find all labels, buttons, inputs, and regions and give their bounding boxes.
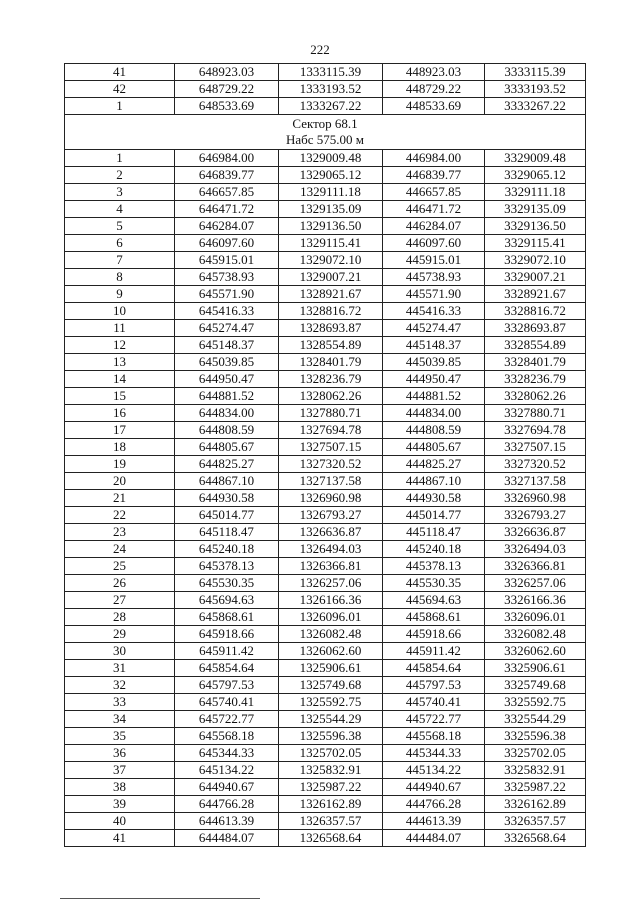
x2-coordinate-cell: 444825.27: [383, 456, 485, 473]
table-row: [65, 796, 586, 813]
point-number-cell: 8: [65, 269, 175, 286]
y-coordinate-cell: 1327137.58: [279, 473, 383, 490]
y2-coordinate-cell: 3325702.05: [485, 745, 586, 762]
table-row: [65, 439, 586, 456]
table-row: [65, 201, 586, 218]
table-row: [65, 354, 586, 371]
point-number-cell: 19: [65, 456, 175, 473]
point-number-cell: 20: [65, 473, 175, 490]
y2-coordinate-cell: 3329135.09: [485, 201, 586, 218]
y2-coordinate-cell: 3326166.36: [485, 592, 586, 609]
table-row: [65, 422, 586, 439]
point-number-cell: 32: [65, 677, 175, 694]
y-coordinate-cell: 1325832.91: [279, 762, 383, 779]
y2-coordinate-cell: 3326793.27: [485, 507, 586, 524]
y-coordinate-cell: 1326366.81: [279, 558, 383, 575]
table-row: [65, 150, 586, 167]
x2-coordinate-cell: 445416.33: [383, 303, 485, 320]
x-coordinate-cell: 645918.66: [175, 626, 279, 643]
x2-coordinate-cell: 445118.47: [383, 524, 485, 541]
point-number-cell: 40: [65, 813, 175, 830]
y2-coordinate-cell: 3325544.29: [485, 711, 586, 728]
x2-coordinate-cell: 446839.77: [383, 167, 485, 184]
x2-coordinate-cell: 444766.28: [383, 796, 485, 813]
y2-coordinate-cell: 3329136.50: [485, 218, 586, 235]
table-row: [65, 456, 586, 473]
x-coordinate-cell: 644930.58: [175, 490, 279, 507]
y2-coordinate-cell: 3327137.58: [485, 473, 586, 490]
x-coordinate-cell: 645854.64: [175, 660, 279, 677]
y-coordinate-cell: 1325596.38: [279, 728, 383, 745]
x-coordinate-cell: 644613.39: [175, 813, 279, 830]
x-coordinate-cell: 644881.52: [175, 388, 279, 405]
x2-coordinate-cell: 445694.63: [383, 592, 485, 609]
y-coordinate-cell: 1326257.06: [279, 575, 383, 592]
point-number-cell: 17: [65, 422, 175, 439]
y2-coordinate-cell: 3329007.21: [485, 269, 586, 286]
point-number-cell: 15: [65, 388, 175, 405]
table-row: [65, 235, 586, 252]
x-coordinate-cell: 645694.63: [175, 592, 279, 609]
page-number: 222: [310, 42, 330, 57]
y-coordinate-cell: 1325749.68: [279, 677, 383, 694]
x-coordinate-cell: 644834.00: [175, 405, 279, 422]
table-row: [65, 813, 586, 830]
x2-coordinate-cell: 445868.61: [383, 609, 485, 626]
y-coordinate-cell: 1326096.01: [279, 609, 383, 626]
point-number-cell: 22: [65, 507, 175, 524]
coordinates-table: [64, 63, 586, 847]
y-coordinate-cell: 1326793.27: [279, 507, 383, 524]
sector-header-cell: [65, 115, 586, 150]
x2-coordinate-cell: 446284.07: [383, 218, 485, 235]
x2-coordinate-cell: 445915.01: [383, 252, 485, 269]
point-number-cell: 18: [65, 439, 175, 456]
point-number-cell: 36: [65, 745, 175, 762]
table-row: [65, 677, 586, 694]
point-number-cell: 39: [65, 796, 175, 813]
y-coordinate-cell: 1329111.18: [279, 184, 383, 201]
x2-coordinate-cell: 445240.18: [383, 541, 485, 558]
table-row: [65, 830, 586, 847]
table-row: [65, 303, 586, 320]
y-coordinate-cell: 1326357.57: [279, 813, 383, 830]
x2-coordinate-cell: 445530.35: [383, 575, 485, 592]
y2-coordinate-cell: 3326082.48: [485, 626, 586, 643]
x-coordinate-cell: 646471.72: [175, 201, 279, 218]
point-number-cell: 26: [65, 575, 175, 592]
x2-coordinate-cell: 445797.53: [383, 677, 485, 694]
y2-coordinate-cell: 3329115.41: [485, 235, 586, 252]
y2-coordinate-cell: 3326257.06: [485, 575, 586, 592]
point-number-cell: 2: [65, 167, 175, 184]
table-row: [65, 371, 586, 388]
y-coordinate-cell: 1328554.89: [279, 337, 383, 354]
y2-coordinate-cell: 3328816.72: [485, 303, 586, 320]
x-coordinate-cell: 645722.77: [175, 711, 279, 728]
table-row: [65, 779, 586, 796]
y-coordinate-cell: 1328236.79: [279, 371, 383, 388]
point-number-cell: 21: [65, 490, 175, 507]
y2-coordinate-cell: 3328062.26: [485, 388, 586, 405]
sector-title: Сектор 68.1: [292, 116, 358, 131]
x2-coordinate-cell: 444805.67: [383, 439, 485, 456]
x2-coordinate-cell: 444940.67: [383, 779, 485, 796]
y2-coordinate-cell: 3326366.81: [485, 558, 586, 575]
sector-header-row: [65, 115, 586, 150]
point-number-cell: 16: [65, 405, 175, 422]
point-number-cell: 1: [65, 150, 175, 167]
x-coordinate-cell: 645915.01: [175, 252, 279, 269]
y2-coordinate-cell: 3329072.10: [485, 252, 586, 269]
x-coordinate-cell: 645134.22: [175, 762, 279, 779]
y2-coordinate-cell: 3328693.87: [485, 320, 586, 337]
x-coordinate-cell: 645240.18: [175, 541, 279, 558]
y-coordinate-cell: 1333193.52: [279, 81, 383, 98]
x2-coordinate-cell: 445918.66: [383, 626, 485, 643]
y-coordinate-cell: 1326082.48: [279, 626, 383, 643]
x-coordinate-cell: 644808.59: [175, 422, 279, 439]
y-coordinate-cell: 1325702.05: [279, 745, 383, 762]
y-coordinate-cell: 1325544.29: [279, 711, 383, 728]
y-coordinate-cell: 1327880.71: [279, 405, 383, 422]
x-coordinate-cell: 645378.13: [175, 558, 279, 575]
y2-coordinate-cell: 3328236.79: [485, 371, 586, 388]
table-row: [65, 64, 586, 81]
y2-coordinate-cell: 3327507.15: [485, 439, 586, 456]
table-row: [65, 473, 586, 490]
x2-coordinate-cell: 444930.58: [383, 490, 485, 507]
y2-coordinate-cell: 3333115.39: [485, 64, 586, 81]
y2-coordinate-cell: 3326960.98: [485, 490, 586, 507]
y-coordinate-cell: 1325906.61: [279, 660, 383, 677]
y-coordinate-cell: 1329136.50: [279, 218, 383, 235]
table-row: [65, 711, 586, 728]
table-row: [65, 507, 586, 524]
y2-coordinate-cell: 3328401.79: [485, 354, 586, 371]
y-coordinate-cell: 1326960.98: [279, 490, 383, 507]
y-coordinate-cell: 1329065.12: [279, 167, 383, 184]
y2-coordinate-cell: 3326636.87: [485, 524, 586, 541]
x2-coordinate-cell: 446984.00: [383, 150, 485, 167]
x2-coordinate-cell: 444881.52: [383, 388, 485, 405]
point-number-cell: 28: [65, 609, 175, 626]
table-body-after-sector: [65, 150, 586, 847]
x2-coordinate-cell: 445854.64: [383, 660, 485, 677]
x-coordinate-cell: 648923.03: [175, 64, 279, 81]
table-row: [65, 745, 586, 762]
y2-coordinate-cell: 3326162.89: [485, 796, 586, 813]
x2-coordinate-cell: 444613.39: [383, 813, 485, 830]
x-coordinate-cell: 645797.53: [175, 677, 279, 694]
y-coordinate-cell: 1329115.41: [279, 235, 383, 252]
table-row: [65, 643, 586, 660]
x2-coordinate-cell: 445344.33: [383, 745, 485, 762]
sector-header-group: [65, 115, 586, 150]
x-coordinate-cell: 645740.41: [175, 694, 279, 711]
y-coordinate-cell: 1328062.26: [279, 388, 383, 405]
point-number-cell: 6: [65, 235, 175, 252]
table-row: [65, 592, 586, 609]
x-coordinate-cell: 645868.61: [175, 609, 279, 626]
point-number-cell: 7: [65, 252, 175, 269]
x-coordinate-cell: 645148.37: [175, 337, 279, 354]
y2-coordinate-cell: 3327320.52: [485, 456, 586, 473]
x2-coordinate-cell: 445722.77: [383, 711, 485, 728]
table-row: [65, 524, 586, 541]
table-row: [65, 320, 586, 337]
x-coordinate-cell: 645738.93: [175, 269, 279, 286]
table-row: [65, 388, 586, 405]
x-coordinate-cell: 644766.28: [175, 796, 279, 813]
point-number-cell: 10: [65, 303, 175, 320]
table-body-before-sector: [65, 64, 586, 115]
table-row: [65, 626, 586, 643]
x2-coordinate-cell: 444484.07: [383, 830, 485, 847]
point-number-cell: 4: [65, 201, 175, 218]
table-row: [65, 558, 586, 575]
x-coordinate-cell: 646984.00: [175, 150, 279, 167]
x2-coordinate-cell: 445738.93: [383, 269, 485, 286]
footer-divider: [60, 898, 260, 899]
point-number-cell: 30: [65, 643, 175, 660]
point-number-cell: 5: [65, 218, 175, 235]
y-coordinate-cell: 1327320.52: [279, 456, 383, 473]
x-coordinate-cell: 644805.67: [175, 439, 279, 456]
y2-coordinate-cell: 3326568.64: [485, 830, 586, 847]
y-coordinate-cell: 1326062.60: [279, 643, 383, 660]
table-row: [65, 575, 586, 592]
x2-coordinate-cell: 445911.42: [383, 643, 485, 660]
sector-subtitle: Набс 575.00 м: [285, 132, 365, 147]
x-coordinate-cell: 645118.47: [175, 524, 279, 541]
y-coordinate-cell: 1325592.75: [279, 694, 383, 711]
x-coordinate-cell: 644950.47: [175, 371, 279, 388]
x-coordinate-cell: 645571.90: [175, 286, 279, 303]
y-coordinate-cell: 1329072.10: [279, 252, 383, 269]
point-number-cell: 33: [65, 694, 175, 711]
y2-coordinate-cell: 3325749.68: [485, 677, 586, 694]
y2-coordinate-cell: 3329111.18: [485, 184, 586, 201]
point-number-cell: 41: [65, 64, 175, 81]
y-coordinate-cell: 1326166.36: [279, 592, 383, 609]
y2-coordinate-cell: 3326494.03: [485, 541, 586, 558]
x2-coordinate-cell: 448729.22: [383, 81, 485, 98]
x-coordinate-cell: 645039.85: [175, 354, 279, 371]
point-number-cell: 29: [65, 626, 175, 643]
table-row: [65, 337, 586, 354]
x2-coordinate-cell: 445014.77: [383, 507, 485, 524]
x-coordinate-cell: 644940.67: [175, 779, 279, 796]
y-coordinate-cell: 1328693.87: [279, 320, 383, 337]
point-number-cell: 3: [65, 184, 175, 201]
x2-coordinate-cell: 445378.13: [383, 558, 485, 575]
y-coordinate-cell: 1327694.78: [279, 422, 383, 439]
point-number-cell: 37: [65, 762, 175, 779]
point-number-cell: 13: [65, 354, 175, 371]
x2-coordinate-cell: 448533.69: [383, 98, 485, 115]
table-row: [65, 660, 586, 677]
x-coordinate-cell: 645014.77: [175, 507, 279, 524]
point-number-cell: 9: [65, 286, 175, 303]
table-row: [65, 218, 586, 235]
x2-coordinate-cell: 445148.37: [383, 337, 485, 354]
y-coordinate-cell: 1326568.64: [279, 830, 383, 847]
x-coordinate-cell: 645530.35: [175, 575, 279, 592]
table-row: [65, 167, 586, 184]
x-coordinate-cell: 645274.47: [175, 320, 279, 337]
x2-coordinate-cell: 444808.59: [383, 422, 485, 439]
y2-coordinate-cell: 3325906.61: [485, 660, 586, 677]
y2-coordinate-cell: 3326062.60: [485, 643, 586, 660]
y-coordinate-cell: 1333267.22: [279, 98, 383, 115]
table-row: [65, 490, 586, 507]
point-number-cell: 31: [65, 660, 175, 677]
point-number-cell: 34: [65, 711, 175, 728]
x2-coordinate-cell: 445134.22: [383, 762, 485, 779]
x-coordinate-cell: 646284.07: [175, 218, 279, 235]
x2-coordinate-cell: 445740.41: [383, 694, 485, 711]
x-coordinate-cell: 645911.42: [175, 643, 279, 660]
x-coordinate-cell: 644867.10: [175, 473, 279, 490]
y-coordinate-cell: 1329009.48: [279, 150, 383, 167]
y2-coordinate-cell: 3326096.01: [485, 609, 586, 626]
x2-coordinate-cell: 444834.00: [383, 405, 485, 422]
x-coordinate-cell: 644825.27: [175, 456, 279, 473]
y-coordinate-cell: 1328401.79: [279, 354, 383, 371]
x2-coordinate-cell: 448923.03: [383, 64, 485, 81]
y2-coordinate-cell: 3325592.75: [485, 694, 586, 711]
x-coordinate-cell: 648729.22: [175, 81, 279, 98]
table-row: [65, 609, 586, 626]
table-row: [65, 269, 586, 286]
x2-coordinate-cell: 445039.85: [383, 354, 485, 371]
x-coordinate-cell: 648533.69: [175, 98, 279, 115]
y2-coordinate-cell: 3326357.57: [485, 813, 586, 830]
y2-coordinate-cell: 3328921.67: [485, 286, 586, 303]
y-coordinate-cell: 1328816.72: [279, 303, 383, 320]
x2-coordinate-cell: 446657.85: [383, 184, 485, 201]
y-coordinate-cell: 1326636.87: [279, 524, 383, 541]
table-row: [65, 541, 586, 558]
table-row: [65, 81, 586, 98]
table-row: [65, 98, 586, 115]
y-coordinate-cell: 1327507.15: [279, 439, 383, 456]
y2-coordinate-cell: 3329065.12: [485, 167, 586, 184]
x-coordinate-cell: 645568.18: [175, 728, 279, 745]
x-coordinate-cell: 645416.33: [175, 303, 279, 320]
table-row: [65, 728, 586, 745]
x-coordinate-cell: 644484.07: [175, 830, 279, 847]
y-coordinate-cell: 1329135.09: [279, 201, 383, 218]
point-number-cell: 24: [65, 541, 175, 558]
point-number-cell: 25: [65, 558, 175, 575]
point-number-cell: 41: [65, 830, 175, 847]
y-coordinate-cell: 1329007.21: [279, 269, 383, 286]
table-row: [65, 184, 586, 201]
x2-coordinate-cell: 445568.18: [383, 728, 485, 745]
x2-coordinate-cell: 445571.90: [383, 286, 485, 303]
x2-coordinate-cell: 444867.10: [383, 473, 485, 490]
x-coordinate-cell: 646839.77: [175, 167, 279, 184]
y-coordinate-cell: 1328921.67: [279, 286, 383, 303]
y2-coordinate-cell: 3329009.48: [485, 150, 586, 167]
y2-coordinate-cell: 3325596.38: [485, 728, 586, 745]
y2-coordinate-cell: 3327694.78: [485, 422, 586, 439]
y-coordinate-cell: 1326162.89: [279, 796, 383, 813]
x-coordinate-cell: 646657.85: [175, 184, 279, 201]
y2-coordinate-cell: 3325987.22: [485, 779, 586, 796]
point-number-cell: 35: [65, 728, 175, 745]
table-row: [65, 694, 586, 711]
y2-coordinate-cell: 3325832.91: [485, 762, 586, 779]
point-number-cell: 27: [65, 592, 175, 609]
table-row: [65, 762, 586, 779]
point-number-cell: 11: [65, 320, 175, 337]
y2-coordinate-cell: 3333267.22: [485, 98, 586, 115]
table-row: [65, 405, 586, 422]
y2-coordinate-cell: 3327880.71: [485, 405, 586, 422]
table-row: [65, 252, 586, 269]
x2-coordinate-cell: 444950.47: [383, 371, 485, 388]
point-number-cell: 12: [65, 337, 175, 354]
point-number-cell: 23: [65, 524, 175, 541]
y-coordinate-cell: 1326494.03: [279, 541, 383, 558]
y-coordinate-cell: 1325987.22: [279, 779, 383, 796]
x-coordinate-cell: 646097.60: [175, 235, 279, 252]
point-number-cell: 1: [65, 98, 175, 115]
y-coordinate-cell: 1333115.39: [279, 64, 383, 81]
y2-coordinate-cell: 3333193.52: [485, 81, 586, 98]
x2-coordinate-cell: 446097.60: [383, 235, 485, 252]
y2-coordinate-cell: 3328554.89: [485, 337, 586, 354]
x-coordinate-cell: 645344.33: [175, 745, 279, 762]
x2-coordinate-cell: 446471.72: [383, 201, 485, 218]
point-number-cell: 14: [65, 371, 175, 388]
table-row: [65, 286, 586, 303]
point-number-cell: 42: [65, 81, 175, 98]
point-number-cell: 38: [65, 779, 175, 796]
x2-coordinate-cell: 445274.47: [383, 320, 485, 337]
